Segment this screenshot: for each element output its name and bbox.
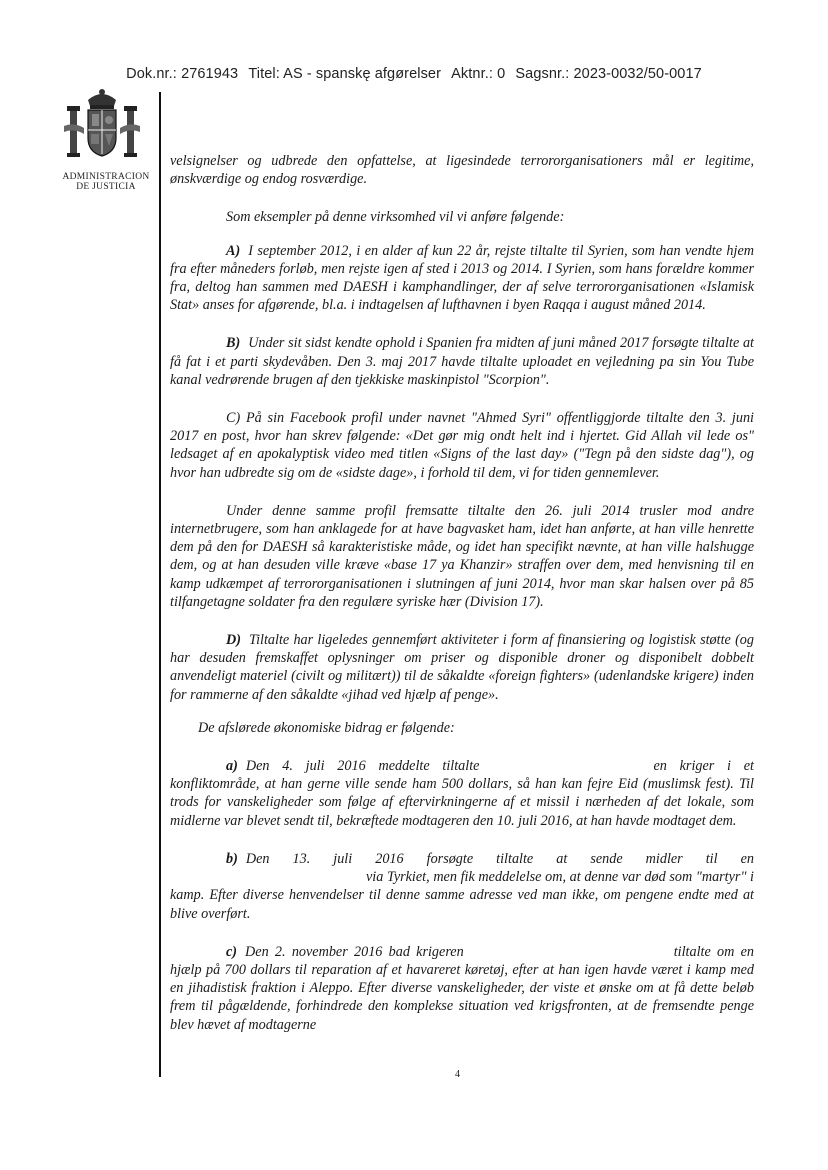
paragraph-sub-c [170, 943, 754, 1034]
paragraph-intro: velsignelser og udbrede den opfattelse, at ligesindede terrororganisationers mål er legitime, ønskværdige og endog rosværdige. [170, 153, 754, 188]
case-number: Sagsnr.: 2023-0032/50-0017 [515, 66, 702, 82]
paragraph-a [170, 242, 754, 315]
margin-rule [159, 92, 161, 1077]
emblem-caption [58, 172, 154, 192]
paragraph-b [170, 334, 754, 389]
emblem-caption-line2: DE JUSTICIA [76, 182, 136, 192]
paragraph-sub-b [170, 850, 754, 923]
item-text-d: Tiltalte har ligeledes gennemført aktiviteter i form af finansiering og logistisk støtte (og har desuden fremskaffet oplysninger om priser og disponible droner og disponibelt dobbelt anvendeligt materiel (civilt og militært)) til de såkaldte «foreign fighters» (udenlandske krigere) inden for rammerne af den såkaldte «jihad ved hjælp af penge». [170, 632, 754, 703]
paragraph-examples: Som eksempler på denne virksomhed vil vi anføre følgende: [226, 209, 565, 226]
item-label-sub-c: c) [226, 943, 238, 960]
document-header [0, 66, 828, 82]
item-text-sub-a-1: Den 4. juli 2016 meddelte tiltalte [245, 758, 480, 775]
item-text-sub-a-2: en kriger i et konfliktområde, at han gerne ville sende ham 500 dollars, så han kan fejre Eid (muslimsk fest). Til trods for vanskeligheder som følge af eftervirkningerne af et missil i nærheden af det lokale, som midlerne var blevet sendt til, bekræftede modtageren den 10. juli 2016, at han havde modtaget dem. [170, 758, 754, 829]
act-number: Aktnr.: 0 [451, 66, 506, 82]
emblem-caption-line1: ADMINISTRACION [62, 172, 150, 182]
item-label-b: B) [226, 335, 241, 352]
paragraph-d [170, 631, 754, 704]
coat-of-arms-icon [60, 86, 144, 170]
doc-title: Titel: AS - spanskę afgørelser [248, 66, 442, 82]
document-body [170, 152, 754, 1034]
item-label-d: D) [226, 632, 241, 649]
paragraph-threats: Under denne samme profil fremsatte tiltalte den 26. juli 2014 trusler mod andre internetbrugere, som han anklagede for at have bagvasket ham, idet han anførte, at han ville henrette dem på den for DAESH så karakteristiske måde, og idet han specifikt nævnte, at han ville halshugge dem, og at han desuden ville kræve «base 17 ya Khanzir» straffen over dem, med henvisning til en kamp udkæmpet af terrororganisationen i slutningen af juni 2014, hvor man skar halsen over på 85 tilfangetagne soldater fra den regulære syriske hær (Division 17). [170, 502, 754, 610]
page-number: 4 [455, 1069, 460, 1080]
item-text-sub-b-2: via Tyrkiet, men fik meddelelse om, at denne var død som "martyr" i kamp. Efter diverse henvendelser til denne samme adresse ved man ikke, om pengene endte med at blive overført. [170, 869, 754, 922]
item-label-a: A) [226, 242, 241, 259]
item-text-sub-c-2: tiltalte om en hjælp på 700 dollars til reparation af et havareret køretøj, efter at han igen havde været i kamp med en jihadistisk fraktion i Aleppo. Efter diverse vanskeligheder, der viste et ønske om at få dette beløb frem til pågældende, forhindrede den komplekse situation ved krigsfronten, at de fremsendte penge blev hævet af modtagerne [170, 943, 754, 1033]
paragraph-c: C) På sin Facebook profil under navnet "Ahmed Syri" offentliggjorde tiltalte den 3. juni 2017 en post, hvor han skrev følgende: «Det gør mig ondt helt ind i hjertet. Gid Allah vil lede os" ledsaget af en apokalyptisk video med titlen «Signs of the last day» ("Tegn på den sidste dag"), og hvor han udbredte sig om de «sidste dage», i forhold til dem, vi for tiden gennemlever. [170, 410, 754, 481]
item-text-a: I september 2012, i en alder af kun 22 år, rejste tiltalte til Syrien, som han vendte hjem fra efter måneders forløb, men rejste igen af sted i 2013 og 2014. I Syrien, som hans forældre kommer fra, deltog han sammen med DAESH i kamphandlinger, der af selve terrororganisationen «Islamisk Stat» anses for afgørende, bl.a. i indtagelsen af lufthavnen i byen Raqqa i august måned 2014. [170, 242, 754, 314]
item-label-sub-a: a) [226, 758, 238, 775]
item-text-b: Under sit sidst kendte ophold i Spanien fra midten af juni måned 2017 forsøgte tiltalte at få fat i et parti skydevåben. Den 3. maj 2017 havde tiltalte uploadet en vejledning pa sin You Tube kanal vedrørende brugen af den tjekkiske maskinpistol "Scorpion". [170, 335, 754, 388]
paragraph-contributions: De afslørede økonomiske bidrag er følgende: [198, 719, 455, 736]
item-text-sub-c-1: Den 2. november 2016 bad krigeren [245, 943, 464, 960]
doc-number: Dok.nr.: 2761943 [126, 66, 239, 82]
item-text-sub-b-1: Den 13. juli 2016 forsøgte tiltalte at sende midler til en [245, 850, 754, 867]
item-label-sub-b: b) [226, 850, 238, 867]
paragraph-sub-a [170, 757, 754, 830]
